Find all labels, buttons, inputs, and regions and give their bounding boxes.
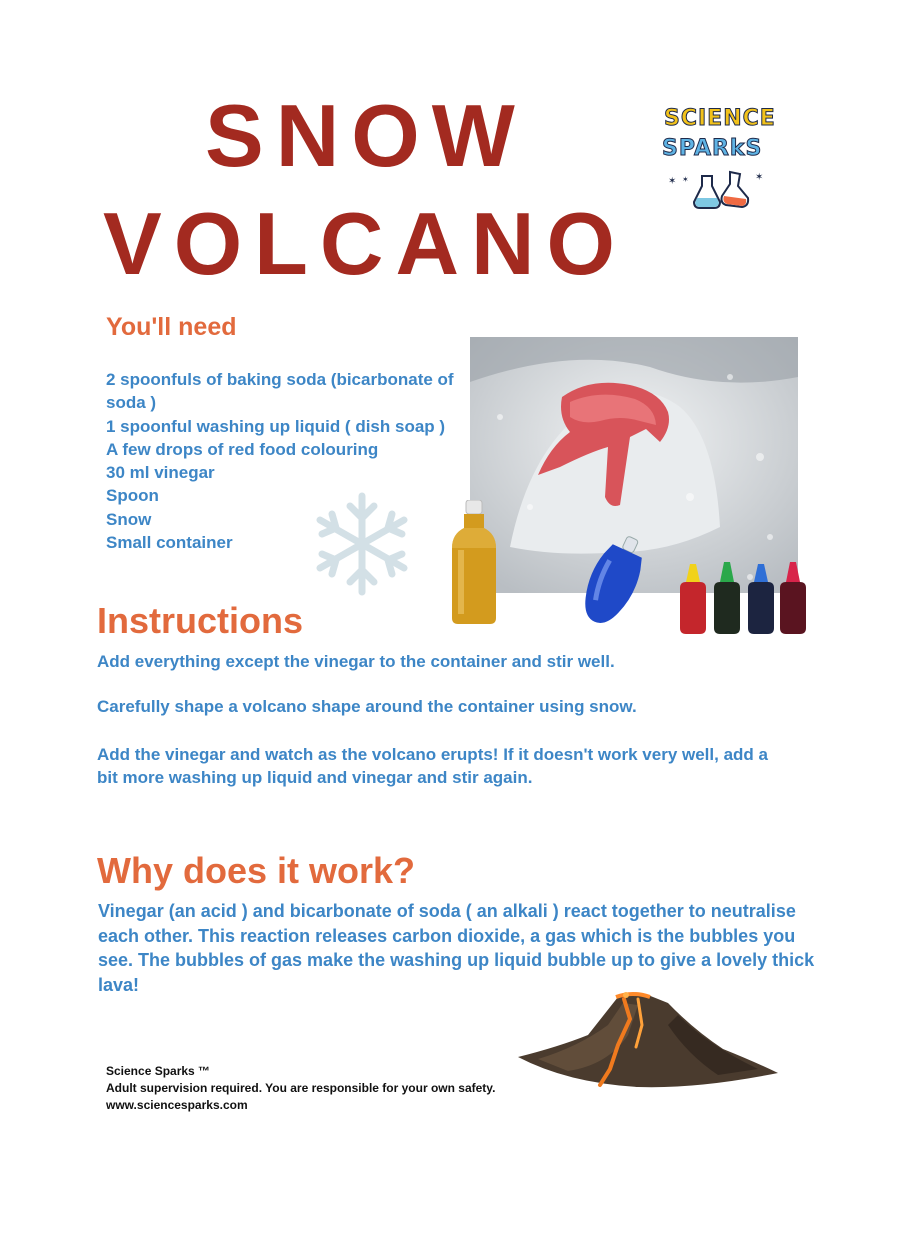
list-item: A few drops of red food colouring: [106, 439, 379, 459]
why-heading: Why does it work?: [97, 850, 416, 891]
science-sparks-logo: [660, 104, 775, 214]
instruction-step: Add everything except the vinegar to the container and stir well.: [97, 652, 615, 671]
food-colouring-bottles: [676, 560, 810, 636]
dish-soap-bottle: [578, 534, 648, 634]
logo-text-line-2: SPARkS: [662, 136, 763, 161]
logo-flasks-icon: [660, 162, 775, 214]
list-item: 30 ml vinegar: [106, 463, 215, 483]
list-item: Snow: [106, 509, 152, 529]
page-title-line-2: VOLCANO: [103, 194, 627, 293]
svg-text:✶: ✶: [755, 172, 764, 183]
svg-text:✶: ✶: [668, 176, 677, 187]
footer-website: www.sciencesparks.com: [106, 1098, 248, 1112]
instructions-heading: Instructions: [97, 600, 304, 641]
list-item: Small container: [106, 533, 233, 553]
volcano-illustration: [518, 985, 780, 1095]
footer: [106, 1063, 495, 1114]
list-item: Spoon: [106, 486, 159, 506]
footer-disclaimer: Adult supervision required. You are responsible for your own safety.: [106, 1081, 496, 1095]
list-item: 2 spoonfuls of baking soda (bicarbonate of soda ): [106, 370, 454, 413]
why-explanation: Vinegar (an acid ) and bicarbonate of soda ( an alkali ) react together to neutralise each other. This reaction releases carbon dioxide, a gas which is the bubbles you see. The bubbles of gas make the washing up liquid bubble up to give a lovely thick lava!: [98, 901, 815, 995]
logo-text-line-1: SCIENCE: [664, 106, 776, 131]
list-item: 1 spoonful washing up liquid ( dish soap ): [106, 416, 446, 436]
vinegar-bottle: [450, 500, 498, 625]
snowflake-icon: [302, 490, 422, 598]
svg-text:✶: ✶: [682, 175, 689, 184]
instruction-step: Add the vinegar and watch as the volcano erupts! If it doesn't work very well, add a bit more washing up liquid and vinegar and stir again.: [97, 745, 768, 787]
instruction-step: Carefully shape a volcano shape around the container using snow.: [97, 697, 637, 716]
footer-brand: Science Sparks ™: [106, 1064, 211, 1078]
needs-heading: You'll need: [106, 313, 237, 341]
page-title-line-1: SNOW: [205, 86, 527, 185]
